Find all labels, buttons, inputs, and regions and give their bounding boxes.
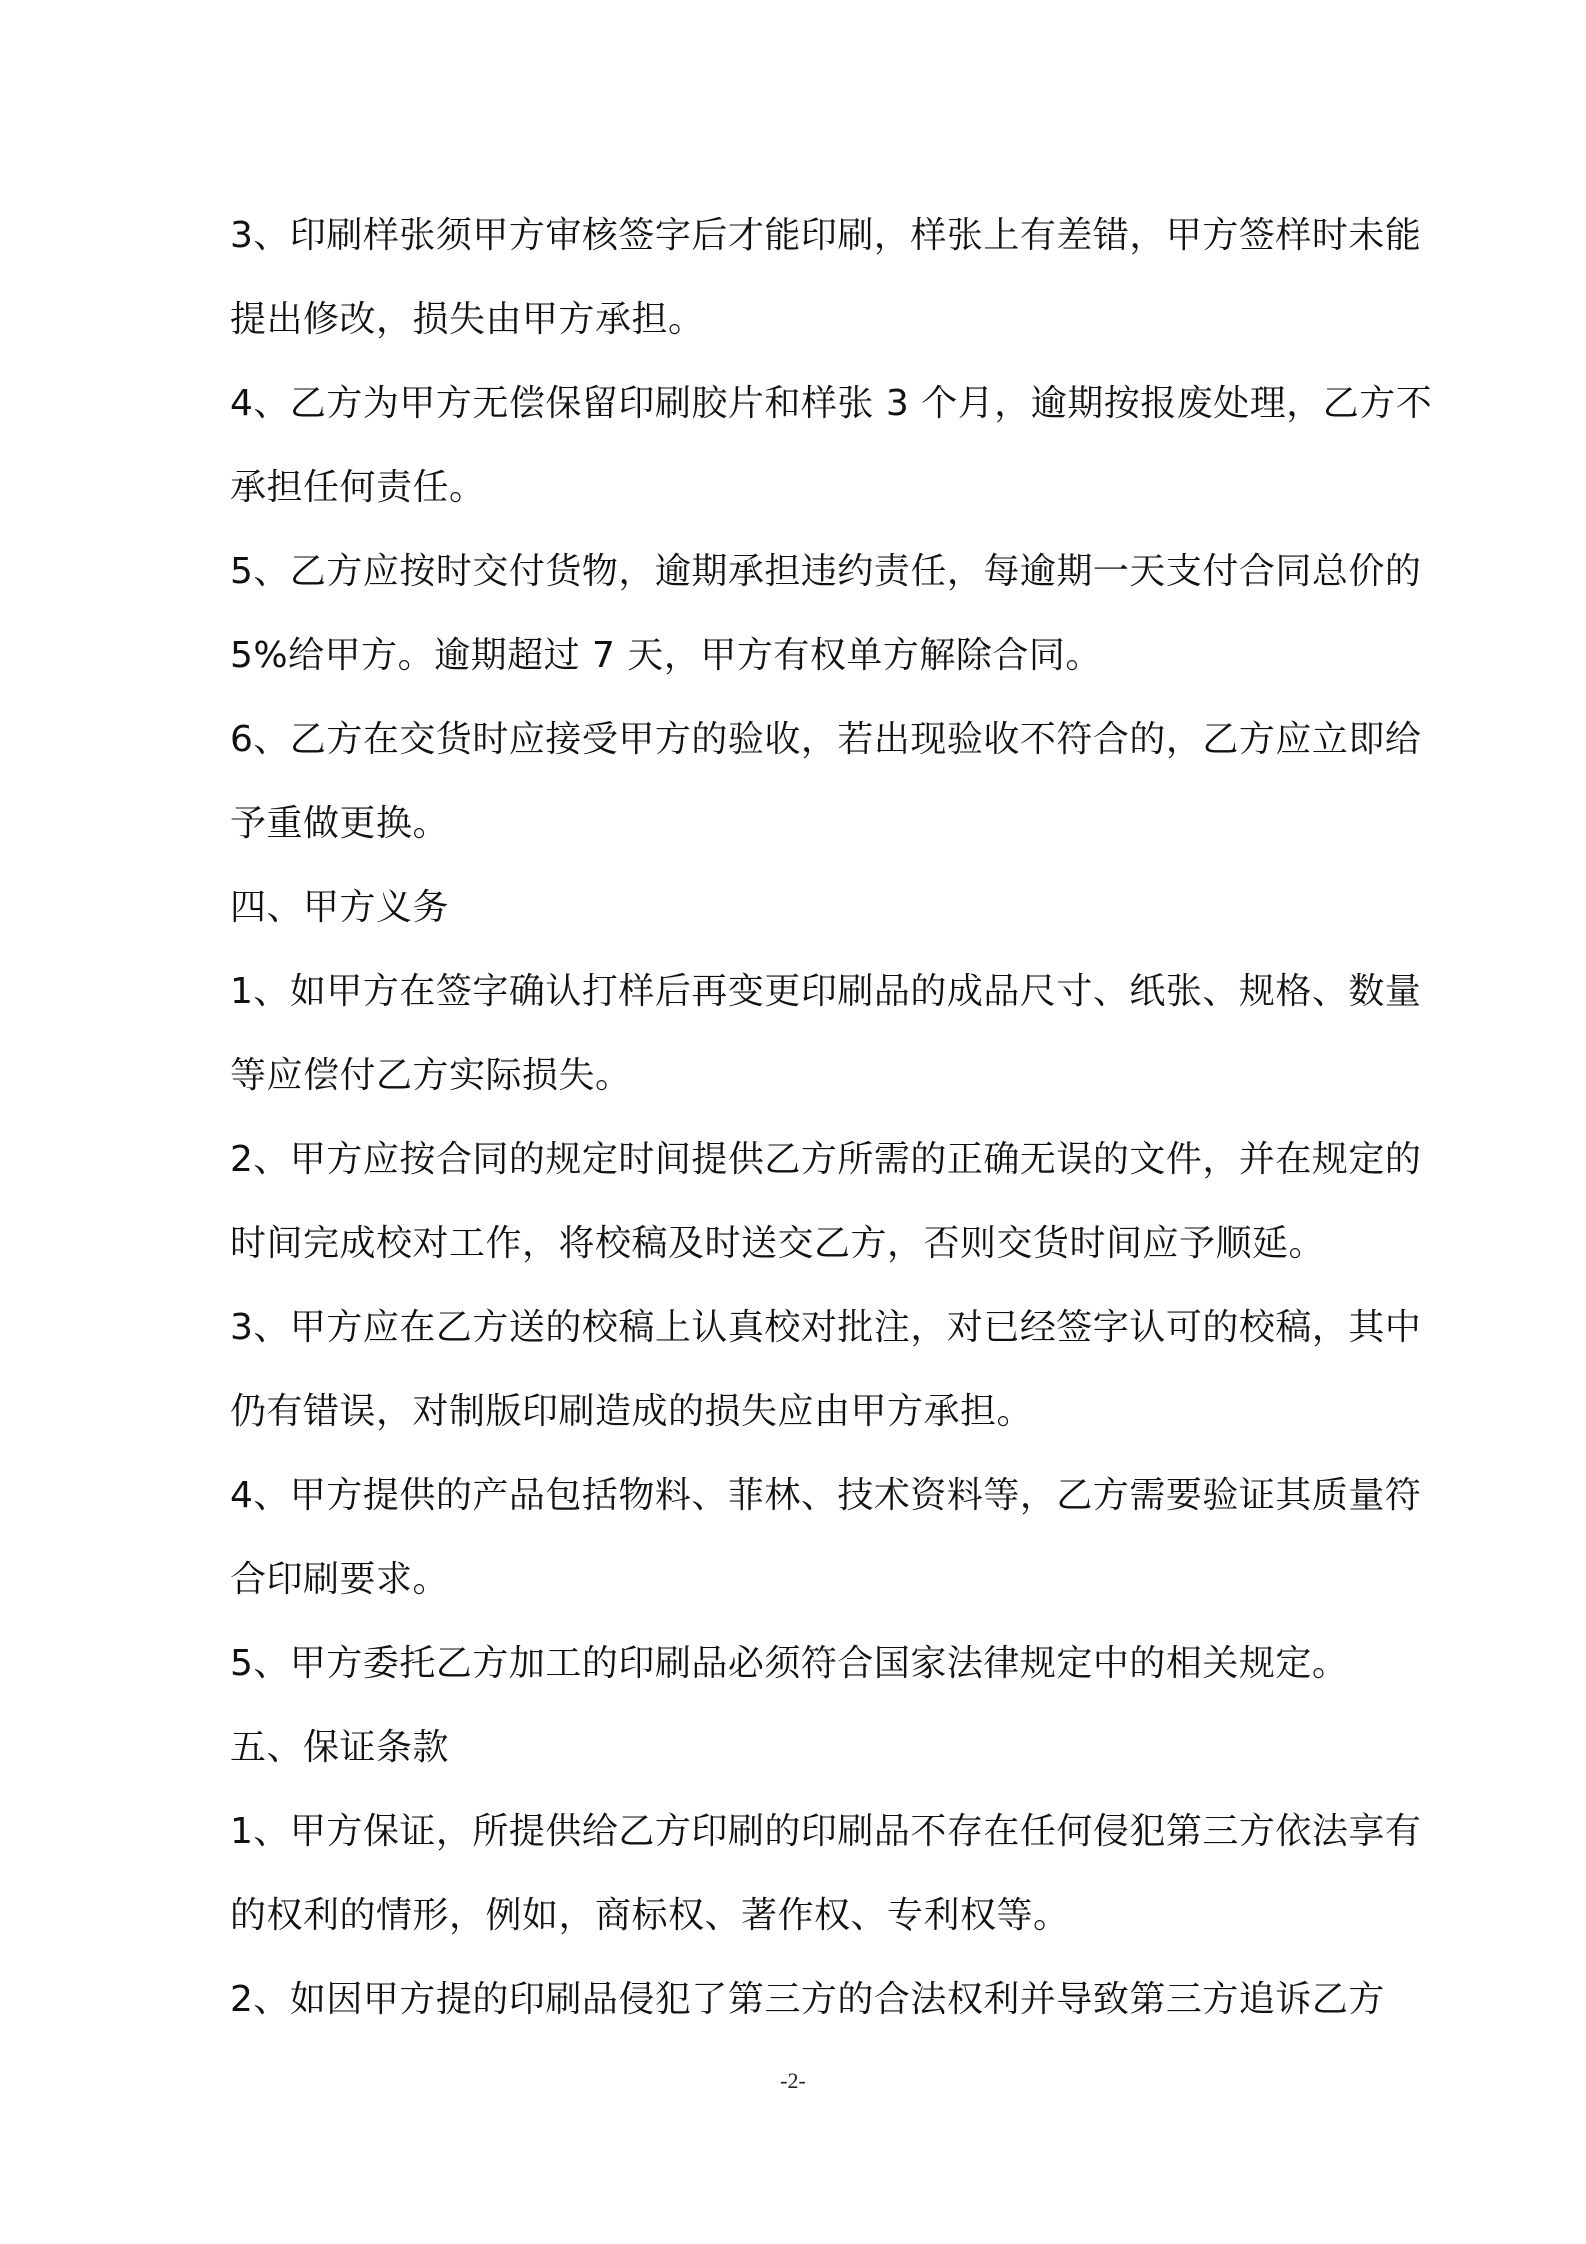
clause-4-line-2: 承担任何责任。 (230, 467, 486, 508)
a-clause-2-line-2: 时间完成校对工作，将校稿及时送交乙方，否则交货时间应予顺延。 (230, 1223, 1326, 1264)
g-clause-1-line-1: 1、甲方保证，所提供给乙方印刷的印刷品不存在任何侵犯第三方依法享有 (230, 1811, 1422, 1852)
a-clause-1-line-2: 等应偿付乙方实际损失。 (230, 1055, 632, 1096)
a-clause-2-line-1: 2、甲方应按合同的规定时间提供乙方所需的正确无误的文件，并在规定的 (230, 1139, 1422, 1180)
clause-4-line-1: 4、乙方为甲方无偿保留印刷胶片和样张 3 个月，逾期按报废处理，乙方不 (230, 383, 1433, 424)
clause-6-line-1: 6、乙方在交货时应接受甲方的验收，若出现验收不符合的，乙方应立即给 (230, 719, 1422, 760)
a-clause-3-line-1: 3、甲方应在乙方送的校稿上认真校对批注，对已经签字认可的校稿，其中 (230, 1307, 1422, 1348)
g-clause-2-line-1: 2、如因甲方提的印刷品侵犯了第三方的合法权利并导致第三方追诉乙方 (230, 1979, 1385, 2020)
clause-3-line-1: 3、印刷样张须甲方审核签字后才能印刷，样张上有差错，甲方签样时未能 (230, 215, 1422, 256)
clause-6-line-2: 予重做更换。 (230, 803, 450, 844)
section-heading-party-a-obligations: 四、甲方义务 (230, 887, 450, 928)
a-clause-4-line-2: 合印刷要求。 (230, 1559, 450, 1600)
section-heading-guarantee-terms: 五、保证条款 (230, 1727, 450, 1768)
a-clause-1-line-1: 1、如甲方在签字确认打样后再变更印刷品的成品尺寸、纸张、规格、数量 (230, 971, 1422, 1012)
a-clause-3-line-2: 仍有错误，对制版印刷造成的损失应由甲方承担。 (230, 1391, 1034, 1432)
g-clause-1-line-2: 的权利的情形，例如，商标权、著作权、专利权等。 (230, 1895, 1070, 1936)
clause-5-line-2: 5%给甲方。逾期超过 7 天，甲方有权单方解除合同。 (230, 635, 1102, 676)
clause-3-line-2: 提出修改，损失由甲方承担。 (230, 299, 705, 340)
clause-5-line-1: 5、乙方应按时交付货物，逾期承担违约责任，每逾期一天支付合同总价的 (230, 551, 1422, 592)
page-number: -2- (780, 2068, 806, 2093)
document-body (230, 194, 1446, 2042)
a-clause-5-line-1: 5、甲方委托乙方加工的印刷品必须符合国家法律规定中的相关规定。 (230, 1643, 1349, 1684)
a-clause-4-line-1: 4、甲方提供的产品包括物料、菲林、技术资料等，乙方需要验证其质量符 (230, 1475, 1422, 1516)
